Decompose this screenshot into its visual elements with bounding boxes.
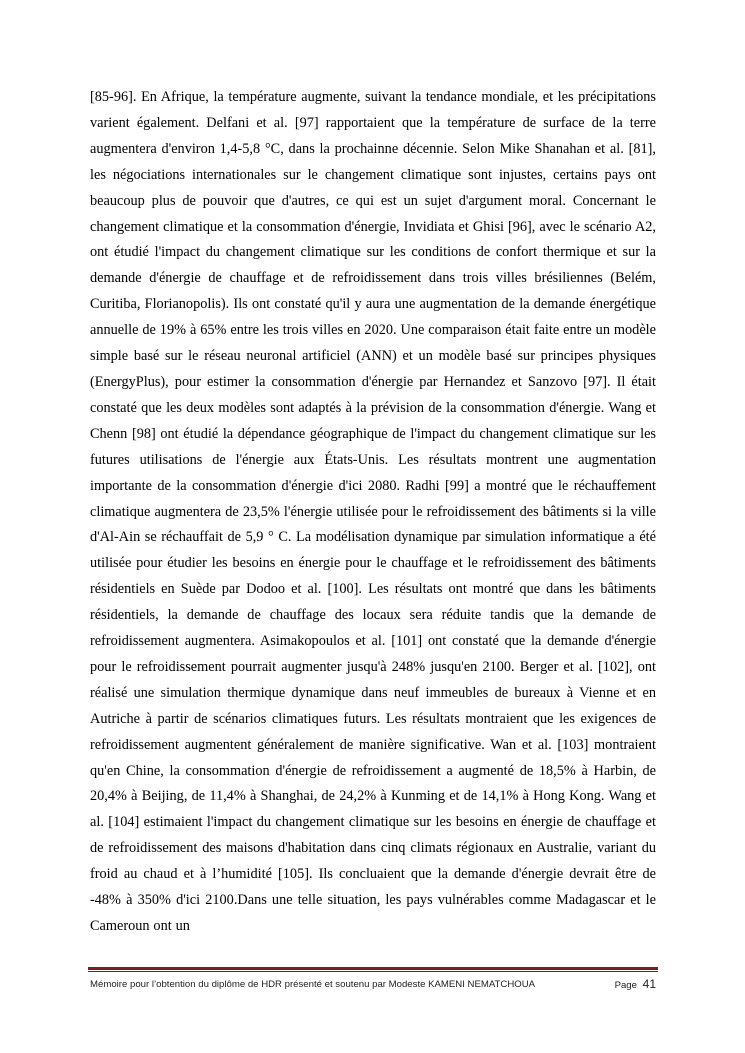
- page-footer: [90, 977, 656, 993]
- footer-caption: Mémoire pour l’obtention du diplôme de HDR présenté et soutenu par Modeste KAMENI NEMATCHOUA: [90, 979, 536, 990]
- body-paragraph: [85-96]. En Afrique, la température augmente, suivant la tendance mondiale, et les précipitations varient également. Delfani et al. [97] rapportaient que la température de surface de la terre augmentera d'environ 1,4-5,8 °C, dans la prochainne décennie. Selon Mike Shanahan et al. [81], les négociations internationales sur le changement climatique sont injustes, certains pays ont beaucoup plus de pouvoir que d'autres, ce qui est un sujet d'argument moral. Concernant le changement climatique et la consommation d'énergie, Invidiata et Ghisi [96], avec le scénario A2, ont étudié l'impact du changement climatique sur les conditions de confort thermique et sur la demande d'énergie de chauffage et de refroidissement dans trois villes brésiliennes (Belém, Curitiba, Florianopolis). Ils ont constaté qu'il y aura une augmentation de la demande énergétique annuelle de 19% à 65% entre les trois villes en 2020. Une comparaison était faite entre un modèle simple basé sur le réseau neuronal artificiel (ANN) et un modèle basé sur principes physiques (EnergyPlus), pour estimer la consommation d'énergie par Hernandez et Sanzovo [97]. Il était constaté que les deux modèles sont adaptés à la prévision de la consommation d'énergie. Wang et Chenn [98] ont étudié la dépendance géographique de l'impact du changement climatique sur les futures utilisations de l'énergie aux États-Unis. Les résultats montrent une augmentation importante de la consommation d'énergie d'ici 2080. Radhi [99] a montré que le réchauffement climatique augmentera de 23,5% l'énergie utilisée pour le refroidissement des bâtiments si la ville d'Al-Ain se réchauffait de 5,9 ° C. La modélisation dynamique par simulation informatique a été utilisée pour étudier les besoins en énergie pour le chauffage et le refroidissement des bâtiments résidentiels en Suède par Dodoo et al. [100]. Les résultats ont montré que dans les bâtiments résidentiels, la demande de chauffage des locaux sera réduite tandis que la demande de refroidissement augmentera. Asimakopoulos et al. [101] ont constaté que la demande d'énergie pour le refroidissement pourrait augmenter jusqu'à 248% jusqu'en 2100. Berger et al. [102], ont réalisé une simulation thermique dynamique dans neuf immeubles de bureaux à Vienne et en Autriche à partir de scénarios climatiques futurs. Les résultats montraient que les exigences de refroidissement augmentent généralement de manière significative. Wan et al. [103] montraient qu'en Chine, la consommation d'énergie de refroidissement a augmenté de 18,5% à Harbin, de 20,4% à Beijing, de 11,4% à Shanghai, de 24,2% à Kunming et de 14,1% à Hong Kong. Wang et al. [104] estimaient l'impact du changement climatique sur les besoins en énergie de chauffage et de refroidissement des maisons d'habitation dans cinq climats régionaux en Australie, variant du froid au chaud et à l’humidité [105]. Ils concluaient que la demande d'énergie devrait être de -48% à 350% d'ici 2100.Dans une telle situation, les pays vulnérables comme Madagascar et le Cameroun ont un: [90, 89, 656, 934]
- footer-rule-thick: [88, 967, 658, 970]
- page-label: Page: [614, 980, 637, 991]
- page-number: 41: [642, 977, 656, 991]
- footer-rule-thin: [88, 971, 658, 972]
- page-indicator: [615, 977, 656, 991]
